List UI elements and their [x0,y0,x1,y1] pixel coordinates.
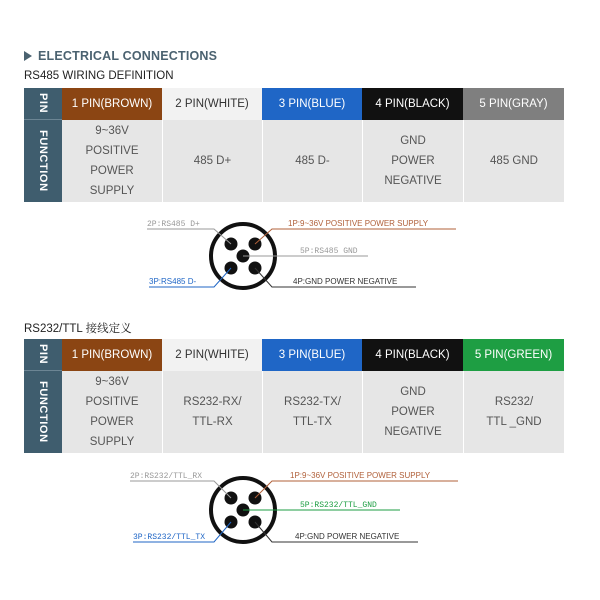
function-row-label: FUNCTION [37,130,49,192]
pin-header: 5 PIN(GREEN) [463,339,564,371]
rs485-wiring-table [24,88,564,202]
function-cell: RS232-TX/ TTL-TX [262,371,362,453]
pin5-label: 5P:RS232/TTL_GND [300,501,377,510]
function-cell: 485 D+ [162,120,262,202]
rs485-connector-diagram [100,212,500,302]
pin3-label: 3P:RS485 D- [149,277,197,286]
function-cell: 9~36V POSITIVE POWER SUPPLY [62,371,162,453]
function-cell: RS232-RX/ TTL-RX [162,371,262,453]
pin3-label: 3P:RS232/TTL_TX [133,533,206,542]
pin1-label: 1P:9~36V POSITIVE POWER SUPPLY [290,471,431,480]
rs232-connector-diagram [100,464,500,554]
rs232-subtitle: RS232/TTL 接线定义 [24,323,132,335]
function-cell: 485 D- [262,120,362,202]
function-cell: GND POWER NEGATIVE [362,371,463,453]
rs232-wiring-table [24,339,564,453]
rs232-row-labels [24,339,62,453]
pin-row-label: PIN [24,339,62,371]
pin4-label: 4P:GND POWER NEGATIVE [293,277,398,286]
pin2-label: 2P:RS232/TTL_RX [130,472,203,481]
pin-row-label: PIN [24,88,62,120]
triangle-bullet-icon [24,51,32,61]
pin-header: 3 PIN(BLUE) [262,88,362,120]
function-cell: GND POWER NEGATIVE [362,120,463,202]
pin-header: 1 PIN(BROWN) [62,339,162,371]
pin5-label: 5P:RS485 GND [300,247,358,256]
rs485-subtitle: RS485 WIRING DEFINITION [24,70,174,82]
pin-header: 2 PIN(WHITE) [162,339,262,371]
connector-svg [100,464,500,554]
function-cell: 9~36V POSITIVE POWER SUPPLY [62,120,162,202]
pin-header: 1 PIN(BROWN) [62,88,162,120]
function-cell: 485 GND [463,120,564,202]
pin-header: 3 PIN(BLUE) [262,339,362,371]
connector-svg [100,212,500,302]
section-title [24,49,217,63]
pin-header: 4 PIN(BLACK) [362,88,463,120]
pin4-label: 4P:GND POWER NEGATIVE [295,532,400,541]
section-title-text: ELECTRICAL CONNECTIONS [38,49,218,63]
function-cell: RS232/ TTL _GND [463,371,564,453]
pin2-label: 2P:RS485 D+ [147,220,200,229]
function-row-label: FUNCTION [37,381,49,443]
pin-header: 4 PIN(BLACK) [362,339,463,371]
pin-header: 2 PIN(WHITE) [162,88,262,120]
rs485-row-labels [24,88,62,202]
pin-header: 5 PIN(GRAY) [463,88,564,120]
pin1-label: 1P:9~36V POSITIVE POWER SUPPLY [288,219,429,228]
